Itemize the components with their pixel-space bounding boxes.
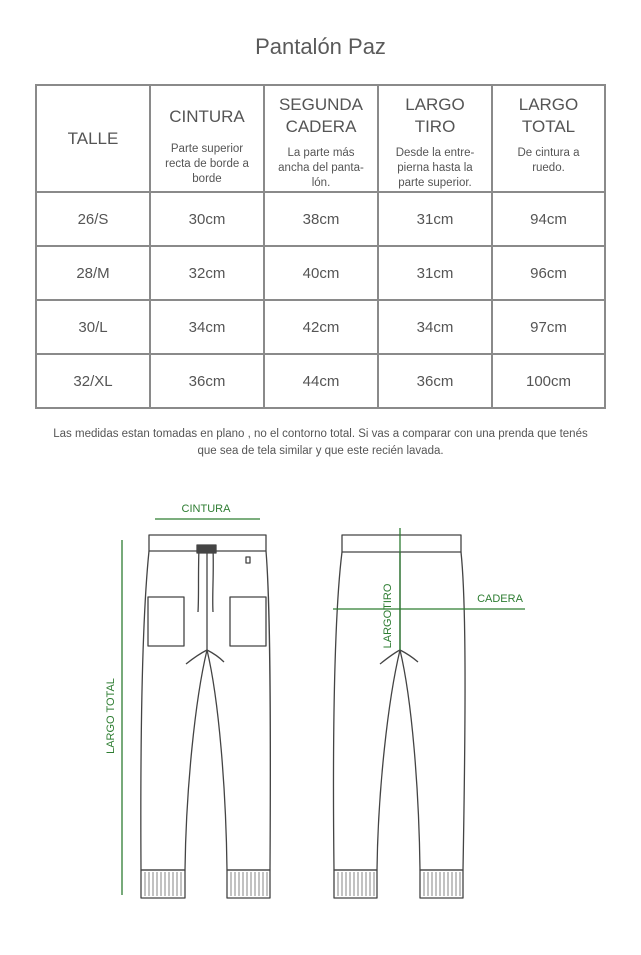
value-cell: 34cm: [150, 300, 264, 354]
value-cell: 40cm: [264, 246, 378, 300]
size-cell: 26/S: [36, 192, 150, 246]
pants-back: [333, 535, 465, 898]
tag: [246, 557, 250, 563]
cuff-left: [141, 870, 185, 898]
page-title: Pantalón Paz: [255, 34, 386, 59]
pocket-left: [148, 597, 184, 646]
table-row: [36, 354, 605, 408]
header-description: Desde la entre- pierna hasta la parte superior.: [395, 147, 475, 189]
cuff-right: [420, 870, 463, 898]
table-row: [36, 246, 605, 300]
drawstring-knot: [197, 545, 216, 553]
cuff-ribbing-front: [145, 872, 267, 896]
header-title: TIRO: [414, 117, 456, 136]
size-chart-table: [35, 84, 606, 409]
value-cell: 31cm: [378, 246, 492, 300]
pants-front-outline: [141, 551, 271, 870]
cadera-label: CADERA: [477, 593, 523, 605]
waistband-back: [342, 535, 461, 552]
size-cell: 32/XL: [36, 354, 150, 408]
size-cell: 28/M: [36, 246, 150, 300]
pants-diagram: [0, 490, 641, 910]
value-cell: 31cm: [378, 192, 492, 246]
header-largo-tiro: [378, 85, 492, 192]
value-cell: 32cm: [150, 246, 264, 300]
cuff-right: [227, 870, 270, 898]
pants-front: [141, 535, 271, 898]
cuff-ribbing-back: [338, 872, 460, 896]
table-row: [36, 300, 605, 354]
header-description: Parte superior recta de borde a borde: [165, 143, 249, 185]
header-title: CADERA: [285, 117, 357, 136]
largo-tiro-label: LARGOTIRO: [382, 583, 394, 649]
measurement-note: [20, 426, 621, 460]
cuff-left: [334, 870, 377, 898]
value-cell: 38cm: [264, 192, 378, 246]
header-title: LARGO: [518, 95, 579, 114]
value-cell: 97cm: [492, 300, 605, 354]
value-cell: 96cm: [492, 246, 605, 300]
header-talle: TALLE: [36, 85, 150, 192]
cintura-label: CINTURA: [181, 503, 231, 515]
pocket-right: [230, 597, 266, 646]
value-cell: 44cm: [264, 354, 378, 408]
header-largo-total: [492, 85, 605, 192]
value-cell: 36cm: [150, 354, 264, 408]
header-description: De cintura a ruedo.: [517, 147, 580, 174]
value-cell: 100cm: [492, 354, 605, 408]
pants-back-outline: [333, 552, 465, 870]
header-title: LARGO: [405, 95, 465, 114]
header-segunda-cadera: [264, 85, 378, 192]
drawstring-right: [213, 548, 214, 612]
value-cell: 42cm: [264, 300, 378, 354]
header-title: TOTAL: [521, 117, 576, 136]
header-title: CINTURA: [169, 107, 245, 126]
drawstring-left: [198, 548, 199, 612]
value-cell: 36cm: [378, 354, 492, 408]
header-description: La parte más ancha del panta- lón.: [278, 147, 364, 189]
size-cell: 30/L: [36, 300, 150, 354]
value-cell: 34cm: [378, 300, 492, 354]
table-row: [36, 192, 605, 246]
note-line: que sea de tela similar y que este recién lavada.: [197, 445, 444, 457]
table-header-row: [36, 85, 605, 192]
header-cintura: [150, 85, 264, 192]
note-line: Las medidas estan tomadas en plano , no el contorno total. Si vas a comparar con una prenda que tenés: [53, 428, 588, 440]
value-cell: 30cm: [150, 192, 264, 246]
largo-total-label: LARGO TOTAL: [105, 678, 117, 754]
header-title: SEGUNDA: [278, 95, 364, 114]
value-cell: 94cm: [492, 192, 605, 246]
